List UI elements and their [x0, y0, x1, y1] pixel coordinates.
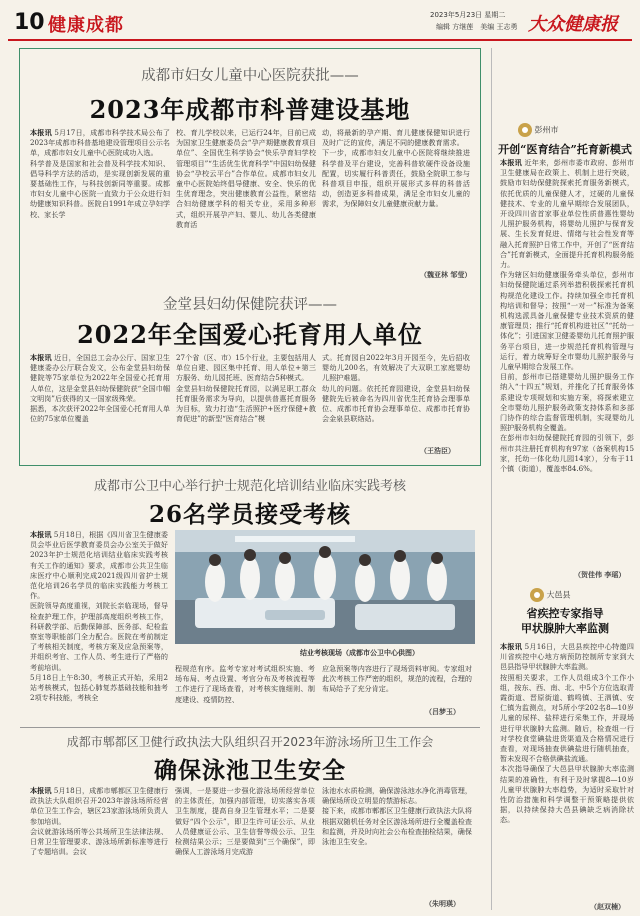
article1-col1 — [30, 128, 170, 280]
article1-col3: 动，将最新的孕产期、育儿健康保健知识进行及时广泛的宣传，满足不同的健康教育需求。 下一步，成都市妇女儿童中心医院将继续推进科学普及平台建设，完善科普软硬件设备设施配置，切实履行科普责任，鼓励全院职工参与科普项目申报，组织开展形式多样的科普活动，创造更多科普成果，满足全市妇女儿童的需求，为保障妇女儿童健康贡献力量。 — [322, 128, 470, 209]
article3-lead: 本报讯 — [30, 530, 52, 539]
article4-kicker: 成都市郫都区卫健行政执法大队组织召开2023年游泳场所卫生工作会 — [66, 735, 434, 749]
sidebar1-tag — [518, 123, 559, 137]
article4-author: （朱明瑛） — [425, 899, 460, 908]
article3-kicker: 成都市公卫中心举行护士规范化培训结业临床实践考核 — [93, 479, 406, 494]
section-title: 健康成都 — [48, 15, 124, 36]
sidebar1-lead: 本报讯 — [500, 158, 522, 167]
photo-caption: 结业考核现场（成都市公卫中心供图） — [300, 649, 419, 657]
sidebar1-body — [500, 158, 634, 568]
sidebar2-body-text: 5月16日，大邑县疾控中心特邀四川省疾控中心地方病预防控制所专家到大邑县指导甲状腺肿大率监测。 按照相关要求，工作人员组成3个工作小组，按东、西、南、北、中5个方位选取青霞街道、晋原街道、鹤鸣镇、王泗镇、安仁镇为监测点，对5所小学202名8—10岁儿童的尿样、盐样进行采集工作，并现场进行甲状腺肿大监测。随后，检查组一行对学校食堂碘盐进货渠道及合格情况进行查看，对现场抽查供碘盐进行随机抽查，暂未发现不合格供碘盐流通。 本次指导确保了大邑县甲状腺肿大率监测结果的准确性，有利于及时掌握8—10岁儿童甲状腺肿大率趋势，为适时采取针对性防治措施和科学调整干预策略提供依据，以持续保持大邑县碘缺乏病消除状态。 — [500, 642, 634, 825]
article2-kicker: 金堂县妇幼保健院获评—— — [163, 297, 337, 313]
sidebar2-title: 省疾控专家指导 甲状腺肿大率监测 — [521, 607, 609, 635]
header-rule — [8, 39, 632, 41]
article3-col2: 程规范有序。监考专家对考试组织实施、考场布局、考点设置、考官分布及考核流程等工作进行了现场查看，对考核实施细则、制度建设、疫情防控、 — [175, 664, 315, 704]
article3-col3: 应急预案等内容进行了现场资料审阅。专家组对此次考核工作严密的组织，规范的流程，合理的布局给予了充分肯定。 — [322, 664, 472, 694]
header-date: 2023年5月23日 星期二 — [430, 11, 506, 19]
masthead-logo: 大众健康报 — [528, 14, 618, 35]
article1-lead: 本报讯 — [30, 128, 52, 137]
article4-col1 — [30, 786, 168, 908]
article1-col1-text: 5月17日，成都市科学技术局公布了2023年成都市科普基地建设管理项目公示名单，成都市妇女儿童中心医院成功入选。 科学普及是国家和社会普及科学技术知识、倡导科学方法的活动，是实现创新发展的重要基础性工作，与科技创新同等重要。成都市妇女儿童中心医院一直致力于公众进行妇幼健康知识科普。医院自1991年成立孕妇学校、家长学 — [30, 128, 170, 219]
article2-title: 2022年全国爱心托育用人单位 — [77, 320, 423, 349]
training-photo — [175, 530, 475, 644]
article1-kicker: 成都市妇女儿童中心医院获批—— — [141, 68, 359, 84]
article1-author: （魏亚林 邹莹） — [420, 270, 472, 279]
page-number: 10 — [14, 10, 45, 35]
article3-author: （吕梦玉） — [425, 707, 460, 716]
article4-col3: 泳池水水质检测，确保游泳池水净化消毒管理，确保场所设立明显的禁游标志。 接下来，成都市郫都区卫生健康行政执法大队将根据双随机任务对全区游泳场所进行全覆盖检查和监测，并及时向社会公布检查抽检结果，确保泳池卫生安全。 — [322, 786, 472, 847]
location-pin-icon — [530, 588, 544, 602]
sidebar1-body-text: 近年来，彭州市委市政府、彭州市卫生健康局在政策上、机制上进行突破，鼓励市妇幼保健院探索托育服务新模式，依托优质的儿童保健人才，过硬的儿童保健技术、专业的儿童早期综合发展团队，开设四川省首家事业单位性质普惠性婴幼儿照护服务机构，将婴幼儿照护与保育发展、生长发育促进、情绪与社会性发育等融入托育照护日常工作中，开创了“医育结合”托育新模式，全面提升托育机构服务能力。 作为辖区妇幼健康服务牵头单位，彭州市妇幼保健院通过系列举措积极探索托育机构规范化建设工作。持续加强全市托育机构培训和督导；按照“一对一”标准为备案机构选派具备儿童保健专业技术资质的健康管理员；推行“托育机构进社区”“托幼一体化”；引进国家卫健委婴幼儿托育照护服务平台项目，进一步规范托育机构管理与运行，着力统筹好全市婴幼儿照护服务与儿童早期综合发展工作。 目前，彭州市已搭建婴幼儿照护服务工作纳入“十四五”规划，并推化了托育服务体系建设专项规划和实施方案，将探索建立全市婴幼儿照护服务政策支持体系和多部门协作的综合监督管理机制，实现婴幼儿照护服务机构全覆盖。 在彭州市妇幼保健院托育园的引领下，彭州市共注册托育机构有97家（备案机构15家，托幼一体化幼儿园14家），分布于11个镇（街道），覆盖率84.6%。 — [500, 158, 634, 474]
divider-article4 — [20, 727, 480, 728]
sidebar1-title: 开创“医育结合”托育新模式 — [498, 143, 632, 156]
sidebar2-lead: 本报讯 — [500, 642, 523, 651]
article4-col2: 强调，一是要进一步强化游泳场所经营单位的主体责任，加强内部管理，切实落实各项卫生制度，提高自身卫生管理水平；二是要做好“四个公示”，即卫生许可证公示、从业人员健康证公示、卫生信誉等级公示、卫生检测结果公示；三是要做到“三个确保”，即确保人工游泳场月完成游 — [175, 786, 315, 857]
sidebar1-tag-text: 彭州市 — [534, 125, 559, 135]
article1-title: 2023年成都市科普建设基地 — [89, 95, 411, 124]
article2-col1-text: 近日，全国总工会办公厅、国家卫生健康委办公厅联合发文，公布金堂县妇幼保健院等75家单位为2022年全国爱心托育用人单位，这是金堂县妇幼保健院获“全国巾帼文明岗”后获得的又一国家级殊荣。 据悉，本次获评2022年全国爱心托育用人单位的75家单位覆盖 — [30, 353, 170, 424]
sidebar2-body — [500, 642, 634, 900]
article1-col2: 校、育儿学校以来，已运行24年，目前已成为国家卫生健康委员会“孕产期健康教育项目单位”、全国优生科学协会“快乐孕育妇学校管理项目”“生活优生优育科学”中国妇幼保健协会“孕校云平台”合作单位。成都市妇女儿童中心医院始终倡导健康、安全、快乐的优生优育理念，突出健康教育公益性，紧密结合妇幼健康学科的相关专业，采用多种形式，组织开展孕产妇、婴儿、幼儿各类健康教育活 — [176, 128, 316, 229]
article3-col1-text: 5月18日，根据《四川省卫生健康委员会毕业后医学教育委员会办公室关于做好2023年护士规范化培训结业临床实践考核有关工作的通知》要求，成都市公共卫生临床医疗中心顺利完成2021级四川省护士规范化培训26名学员的临床实践能力考核工作。 医院领导高度重视，刘院长亲临现场，督导检查护理工作，护理部高度组织考核工作，科研教学部、后勤保障部、医务部、纪检监察室等职能部门全力配合。医院在考前制定了考核相关制度，考核方案及应急预案等，并组织考官、工作人员、考生进行了严格的考前培训。 5月18日上午8:30，考核正式开始，采用2站考核模式，包括心肺复苏基础技能和抽考2项专科技能，考核全 — [30, 530, 168, 703]
article4-lead: 本报讯 — [30, 786, 52, 795]
article4-title: 确保泳池卫生安全 — [154, 757, 346, 784]
article2-author: （王浩臣） — [420, 446, 455, 455]
article4-col1-text: 5月18日，成都市郫都区卫生健康行政执法大队组织召开2023年游泳场所经营单位卫生工作会，辖区23家游泳场所负责人参加培训。 会议就游泳场所等公共场所卫生法律法规、日常卫生管理要求、游泳场所新标准等进行了专题培训。会议 — [30, 786, 168, 857]
article2-col3: 式。托育园自2022年3月开园至今，先后招收婴幼儿200名，有效解决了大双职工家庭婴幼儿照护难题。 幼儿的问题。依托托育园建设，金堂县妇幼保健院先后被命名为四川省优生托育协会理事单位、成都市托育协会理事单位、成都市托育协会金泉县联络站。 — [322, 353, 470, 424]
photo-illustration — [175, 530, 475, 644]
article2-col2: 27个省（区、市）15个行业，主要包括用人单位自建、园区集中托育、用人单位+第三方服务、幼儿园托班、医育结合5种模式。 金堂县妇幼保健院托育园，以满足职工群众托育服务需求为导向，以提供普惠托育服务为目标，致力打造“生活照护+医疗保健+教育促进”的新型“医育结合”模 — [176, 353, 316, 424]
article3-col1 — [30, 530, 168, 722]
article3-title: 26名学员接受考核 — [148, 501, 351, 528]
header-editors: 编辑 方继莲 美编 王志勇 — [436, 23, 518, 31]
location-pin-icon — [518, 123, 532, 137]
article2-lead: 本报讯 — [30, 353, 52, 362]
article2-col1 — [30, 353, 170, 457]
sidebar2-tag-text: 大邑县 — [546, 590, 571, 600]
sidebar2-author: （赵双楠） — [590, 902, 625, 911]
sidebar-divider — [491, 48, 492, 910]
header-bar — [0, 0, 640, 40]
sidebar1-author: （贺佳伟 李瑶） — [574, 570, 626, 579]
sidebar2-tag — [530, 588, 571, 602]
